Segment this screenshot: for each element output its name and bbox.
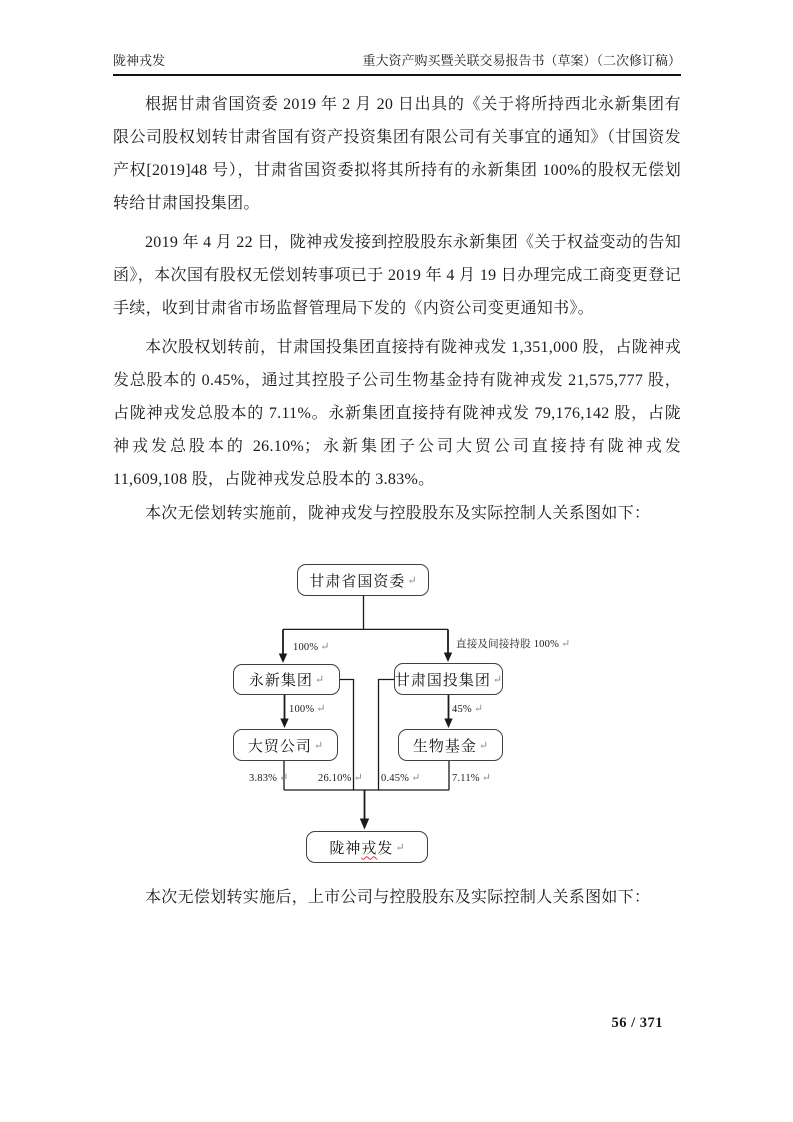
node-label: 发	[377, 840, 394, 857]
edge-label-text: 45%	[452, 704, 472, 715]
return-mark: ↵	[353, 772, 363, 784]
edge-label-text: 0.45%	[381, 773, 410, 784]
diagram-node-longshen-rongfa	[306, 831, 428, 863]
diagram-node-gansu-sasac	[297, 564, 429, 596]
header-right-text: 重大资产购买暨关联交易报告书（草案）（二次修订稿）	[362, 53, 681, 68]
node-label: 陇神	[329, 840, 362, 857]
return-mark: ↵	[407, 574, 417, 587]
return-mark: ↵	[561, 638, 571, 650]
paragraph-5: 本次无偿划转实施后，上市公司与控股股东及实际控制人关系图如下：	[145, 889, 651, 906]
edge-label-text: 100%	[293, 642, 319, 653]
connector-line	[340, 680, 354, 791]
node-label: 大贸公司	[247, 738, 312, 755]
edge-label-text: 3.83%	[249, 773, 278, 784]
edge-label-text: 100%	[289, 704, 315, 715]
edge-label-yongxin-to-longshen	[318, 771, 363, 784]
return-mark: ↵	[316, 703, 326, 715]
return-mark: ↵	[473, 703, 484, 715]
edge-label-text: 7.11%	[452, 773, 480, 784]
node-label-spellcheck: 戎	[361, 840, 378, 857]
return-mark: ↵	[320, 641, 330, 653]
edge-label-yongxin-to-damao	[289, 702, 326, 715]
edge-label-gov-to-guotou	[456, 636, 570, 651]
paragraph-1: 根据甘肃省国资委 2019 年 2 月 20 日出具的《关于将所持西北永新集团有限公司股权划转甘肃省国有资产投资集团有限公司有关事宜的通知》（甘国资发产权[2019]48 号），甘肃省国资委拟将其所持有的永新集团 100%的股权无偿划转给甘肃国投集团。	[113, 96, 681, 212]
page-header	[113, 50, 681, 76]
edge-label-guotou-to-shengwu	[452, 702, 483, 715]
arrowheads	[279, 653, 453, 830]
edge-label-text: 直接及间接持股 100%	[456, 639, 560, 650]
diagram-node-damao-company	[233, 729, 338, 761]
edge-label-shengwu-to-longshen	[452, 771, 491, 784]
node-label: 甘肃国投集团	[394, 672, 491, 689]
return-mark: ↵	[492, 673, 503, 686]
return-mark: ↵	[279, 772, 289, 784]
diagram-node-biology-fund	[398, 729, 503, 761]
header-left-text: 陇神戎发	[113, 53, 166, 68]
return-mark: ↵	[314, 674, 325, 686]
edge-label-text: 26.10%	[318, 773, 352, 784]
edge-label-gov-to-yongxin	[293, 640, 330, 653]
edge-label-guotou-to-longshen	[381, 771, 420, 784]
diagram-node-yongxin-group	[233, 664, 340, 695]
return-mark: ↵	[478, 739, 489, 752]
paragraph-4: 本次无偿划转实施前，陇神戎发与控股股东及实际控制人关系图如下：	[145, 505, 651, 522]
page-number: 56 / 371	[611, 1015, 663, 1031]
edge-label-damao-to-longshen	[249, 771, 288, 784]
node-label: 生物基金	[412, 738, 477, 755]
paragraph-2: 2019 年 4 月 22 日，陇神戎发接到控股股东永新集团《关于权益变动的告知函》，本次国有股权无偿划转事项已于 2019 年 4 月 19 日办理完成工商变更登记手续，收到甘肃省市场监督管理局下发的《内资公司变更通知书》。	[113, 234, 682, 317]
return-mark: ↵	[411, 772, 421, 784]
return-mark: ↵	[481, 772, 491, 784]
diagram-node-gansu-guotou-group	[394, 663, 503, 695]
return-mark: ↵	[313, 739, 324, 752]
return-mark: ↵	[395, 841, 405, 854]
node-label: 永新集团	[248, 673, 313, 689]
node-label: 甘肃省国资委	[309, 573, 406, 590]
paragraph-3: 本次股权划转前，甘肃国投集团直接持有陇神戎发 1,351,000 股，占陇神戎发总股本的 0.45%，通过其控股子公司生物基金持有陇神戎发 21,575,777 股，占陇神戎发总股本的 7.11%。永新集团直接持有陇神戎发 79,176,142 股，占陇神戎发总股本的 26.10%；永新集团子公司大贸公司直接持有陇神戎发 11,609,108 股，占陇神戎发总股本的 3.83%。	[113, 339, 681, 488]
connector-line	[379, 680, 395, 791]
